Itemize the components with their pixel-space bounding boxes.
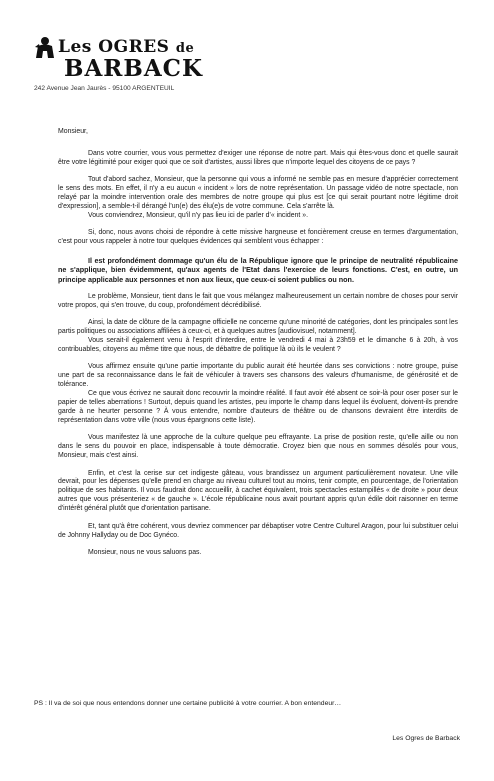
paragraph: Enfin, et c'est la cerise sur cet indigeste gâteau, vous brandissez un argument particulièrement novateur. Une ville devrait, pour les dépenses qu'elle prend en charge au niveau culturel tout au moins, tenir compte, en pourcentage, de l'orientation politique de ses habitants. Il vous faudrait donc accueillir, à cachet équivalent, trois spectacles estampillés « de droite » pour deux autres que vous présenteriez « de gauche ». L'école républicaine nous avait pourtant appris qu'un édile doit raisonner en terme d'intérêt général plutôt que d'orientation partisane. (58, 469, 458, 513)
logo-title-bottom: BARBACK (64, 55, 203, 82)
ogre-figure-icon (34, 36, 56, 60)
paragraph: Dans votre courrier, vous vous permettez d'exiger une réponse de notre part. Mais qui êtes-vous donc et quelle saurait être votre légitimité pour exiger quoi que ce soit d'artistes, aussi libres que n'importe lequel des citoyens de ce pays ? (58, 149, 458, 166)
salutation: Monsieur, (58, 128, 88, 135)
paragraph: Tout d'abord sachez, Monsieur, que la personne qui vous a informé ne semble pas en mesure d'apprécier correctement le sens des mots. En effet, il n'y a eu aucun « incident » lors de notre représentation. Un passage vidéo de notre spectacle, non relayé par la moindre intervention orale des membres de notre groupe qui plus est [ce qui serait pourtant notre légitime droit d'expression], a semble-t-il dérangé l'un(e) des élu(e)s de votre commune. Cela s'arrête là. (58, 176, 458, 211)
signature: Les Ogres de Barback (392, 735, 460, 742)
logo-text-les-ogres: Les OGRES (58, 37, 170, 57)
paragraph: Vous affirmez ensuite qu'une partie importante du public aurait été heurtée dans ses convictions : notre groupe, puise une part de sa reconnaissance dans le fait de véhiculer à travers ses chansons des valeurs d'humanisme, de générosité et de tolérance. (58, 363, 458, 389)
sender-address: 242 Avenue Jean Jaurès - 95100 ARGENTEUIL (34, 85, 175, 92)
paragraph: Si, donc, nous avons choisi de répondre à cette missive hargneuse et foncièrement creuse en termes d'argumentation, c'est pour vous rappeler à notre tour quelques évidences qui semblent vous échapper : (58, 229, 458, 246)
paragraph: Le problème, Monsieur, tient dans le fait que vous mélangez malheureusement un certain nombre de choses pour servir votre propos, qui s'en trouve, du coup, profondément décrédibilisé. (58, 292, 458, 309)
paragraph: Vous manifestez là une approche de la culture quelque peu effrayante. La prise de position reste, qu'elle aille ou non dans le sens du pouvoir en place, indispensable à toute démocratie. Croyez bien que nous en sommes désolés pour vous, Monsieur, mais c'est ainsi. (58, 434, 458, 460)
paragraph: Ainsi, la date de clôture de la campagne officielle ne concerne qu'une minorité de catégories, dont les principales sont les partis politiques ou associations affiliées à ceux-ci, et à quelques autres [audiovisuel, notamment]. (58, 319, 458, 335)
key-statement: Il est profondément dommage qu'un élu de la République ignore que le principe de neutralité républicaine ne s'applique, bien évidemment, qu'aux agents de l'Etat dans l'exercice de leurs fonctions. C'est, en outre, un principe applicable aux personnes et non aux lieux, que ceux-ci soient publics ou non. (58, 255, 458, 284)
closing: Monsieur, nous ne vous saluons pas. (88, 549, 202, 557)
postscript: PS : Il va de soi que nous entendons donner une certaine publicité à votre courrier. A bon entendeur… (34, 700, 342, 707)
paragraph: Vous serait-il également venu à l'esprit d'interdire, entre le vendredi 4 mai à 23h59 et le dimanche 6 à 20h, à vos contribuables, citoyens au même titre que nous, de débattre de politique là où ils le veulent ? (58, 336, 458, 353)
paragraph: Et, tant qu'à être cohérent, vous devriez commencer par débaptiser votre Centre Culturel Aragon, pour lui substituer celui de Johnny Hallyday ou de Doc Gynéco. (58, 522, 458, 539)
paragraph: Vous conviendrez, Monsieur, qu'il n'y pas lieu ici de parler d'« incident ». (88, 211, 308, 219)
letter-body (58, 128, 458, 567)
logo-text-de: de (175, 41, 195, 56)
paragraph: Ce que vous écrivez ne saurait donc recouvrir la moindre réalité. Il faut avoir été absent ce soir-là pour oser poser sur le papier de telles aberrations ! Surtout, depuis quand les artistes, peu importe le champ dans lequel ils évoluent, doivent-ils prendre garde à ne heurter personne ? À vous entendre, nombre d'auteurs de théâtre ou de chansons devraient être interdits de représentation dans votre ville (nous vous épargnons cette liste). (58, 390, 458, 424)
